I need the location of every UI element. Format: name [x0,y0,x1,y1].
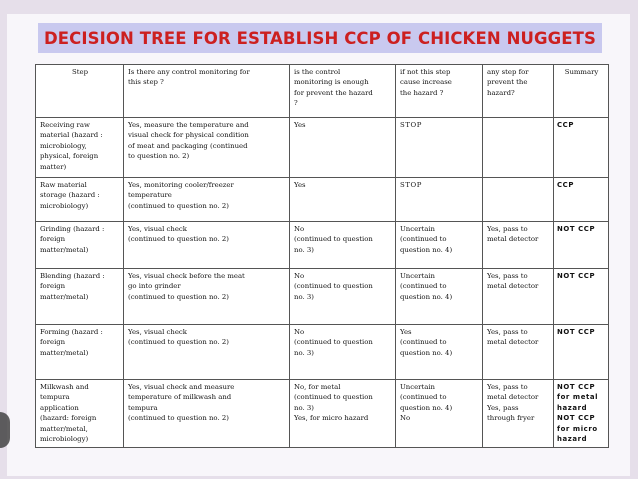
table-row [36,325,609,380]
table-header-row [36,65,609,118]
header-step: Step [36,65,124,118]
cell-q4: Yes, pass to metal detector Yes, pass through fryer [483,380,554,448]
cell-q4: Yes, pass to metal detector [483,269,554,325]
cell-q1: Yes, measure the temperature and visual check for physical condition of meat and packaging (continued to question no. 2) [124,118,290,178]
table-row [36,178,609,222]
cell-summary: CCP [554,178,609,222]
cell-q2: No (continued to question no. 3) [290,269,396,325]
slide-title: DECISION TREE FOR ESTABLISH CCP OF CHICKEN NUGGETS [38,23,602,53]
cell-q1: Yes, visual check and measure temperature of milkwash and tempura (continued to question no. 2) [124,380,290,448]
cell-summary: NOT CCP for metal hazard NOT CCP for micro hazard [554,380,609,448]
cell-q2: No, for metal (continued to question no. 3) Yes, for micro hazard [290,380,396,448]
cell-summary: NOT CCP [554,269,609,325]
cell-summary: NOT CCP [554,325,609,380]
cell-q3: STOP [396,118,483,178]
table-row [36,118,609,178]
header-q1: Is there any control monitoring for this step ? [124,65,290,118]
cell-q1: Yes, visual check (continued to question no. 2) [124,222,290,269]
header-q4: any step for prevent the hazard? [483,65,554,118]
cell-q4: Yes, pass to metal detector [483,325,554,380]
cell-step: Blending (hazard : foreign matter/metal) [36,269,124,325]
header-q3: if not this step cause increase the hazard ? [396,65,483,118]
left-edge-shape [0,412,10,448]
cell-q2: No (continued to question no. 3) [290,222,396,269]
cell-q2: No (continued to question no. 3) [290,325,396,380]
table-row [36,380,609,448]
cell-q3: Yes (continued to question no. 4) [396,325,483,380]
header-summary: Summary [554,65,609,118]
table-row [36,269,609,325]
cell-q2: Yes [290,178,396,222]
cell-step: Milkwash and tempura application (hazard: foreign matter/metal, microbiology) [36,380,124,448]
cell-step: Grinding (hazard : foreign matter/metal) [36,222,124,269]
cell-step: Raw material storage (hazard : microbiology) [36,178,124,222]
cell-q3: Uncertain (continued to question no. 4) [396,222,483,269]
cell-q4 [483,118,554,178]
table-row [36,222,609,269]
cell-q4 [483,178,554,222]
cell-q3: STOP [396,178,483,222]
cell-q1: Yes, monitoring cooler/freezer temperature (continued to question no. 2) [124,178,290,222]
cell-q1: Yes, visual check before the meat go into grinder (continued to question no. 2) [124,269,290,325]
decision-tree-table [35,64,609,448]
cell-summary: NOT CCP [554,222,609,269]
cell-q3: Uncertain (continued to question no. 4) [396,269,483,325]
cell-summary: CCP [554,118,609,178]
cell-q3: Uncertain (continued to question no. 4) No [396,380,483,448]
cell-q1: Yes, visual check (continued to question no. 2) [124,325,290,380]
cell-step: Receiving raw material (hazard : microbiology, physical, foreign matter) [36,118,124,178]
cell-step: Forming (hazard : foreign matter/metal) [36,325,124,380]
header-q2: is the control monitoring is enough for prevent the hazard ? [290,65,396,118]
cell-q4: Yes, pass to metal detector [483,222,554,269]
cell-q2: Yes [290,118,396,178]
